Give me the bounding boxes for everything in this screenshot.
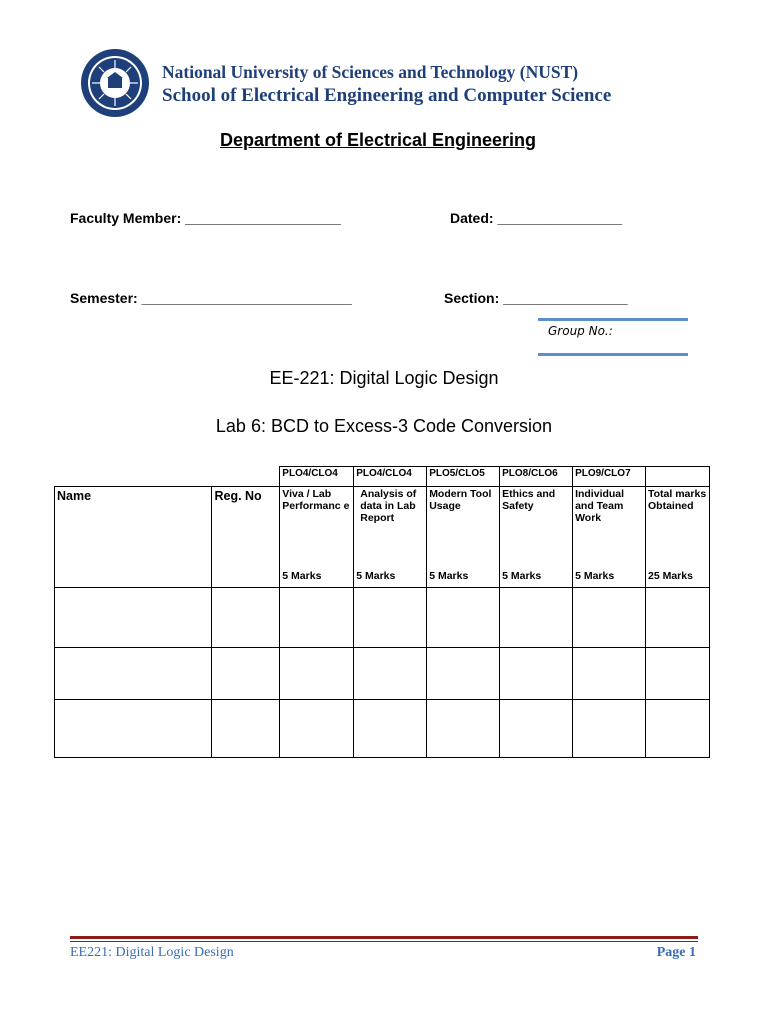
course-title: EE-221: Digital Logic Design — [269, 368, 499, 388]
plo-header-row — [55, 467, 710, 487]
student-row — [55, 588, 710, 648]
criteria-marks: 25 Marks — [648, 570, 693, 582]
criteria-header — [646, 487, 710, 588]
score-cell[interactable] — [280, 648, 354, 700]
criteria-header — [354, 487, 427, 588]
group-box-bottom-border — [538, 353, 688, 356]
score-cell[interactable] — [280, 588, 354, 648]
section-field[interactable]: Section: ________________ — [444, 290, 628, 306]
blank-cell — [212, 467, 280, 487]
department-title: Department of Electrical Engineering — [219, 130, 537, 150]
score-cell[interactable] — [280, 700, 354, 758]
score-cell[interactable] — [354, 648, 427, 700]
name-cell[interactable] — [55, 588, 212, 648]
faculty-member-field[interactable]: Faculty Member: ____________________ — [70, 210, 341, 226]
reg-no-cell[interactable] — [212, 700, 280, 758]
total-cell[interactable] — [646, 700, 710, 758]
criteria-label: Total marks Obtained — [648, 488, 707, 512]
footer-rule — [70, 936, 698, 939]
page-number: Page 1 — [656, 945, 696, 960]
plo-header: PLO8/CLO6 — [500, 467, 573, 487]
student-row — [55, 700, 710, 758]
criteria-header — [500, 487, 573, 588]
criteria-header — [427, 487, 500, 588]
grades-table — [54, 466, 710, 758]
reg-no-cell[interactable] — [212, 648, 280, 700]
score-cell[interactable] — [427, 588, 500, 648]
column-header-row — [55, 487, 710, 588]
criteria-label: Individual and Team Work — [575, 488, 625, 524]
name-header: Name — [55, 487, 212, 588]
score-cell[interactable] — [427, 648, 500, 700]
reg-no-header: Reg. No — [212, 487, 280, 588]
student-row — [55, 648, 710, 700]
plo-header: PLO4/CLO4 — [354, 467, 427, 487]
name-cell[interactable] — [55, 648, 212, 700]
score-cell[interactable] — [500, 588, 573, 648]
blank-cell — [55, 467, 212, 487]
dated-field[interactable]: Dated: ________________ — [450, 210, 623, 226]
score-cell[interactable] — [573, 648, 646, 700]
criteria-marks: 5 Marks — [356, 570, 396, 582]
criteria-marks: 5 Marks — [575, 570, 615, 582]
footer-course: EE221: Digital Logic Design — [70, 945, 234, 960]
footer-rule-thin — [70, 941, 698, 942]
criteria-header — [573, 487, 646, 588]
score-cell[interactable] — [354, 700, 427, 758]
score-cell[interactable] — [500, 700, 573, 758]
plo-header: PLO9/CLO7 — [573, 467, 646, 487]
criteria-label: Modern Tool Usage — [429, 488, 492, 512]
semester-field[interactable]: Semester: ___________________________ — [70, 290, 352, 306]
nust-seal-icon — [80, 48, 150, 118]
plo-header: PLO4/CLO4 — [280, 467, 354, 487]
criteria-label: Ethics and Safety — [502, 488, 556, 512]
score-cell[interactable] — [500, 648, 573, 700]
score-cell[interactable] — [573, 700, 646, 758]
score-cell[interactable] — [573, 588, 646, 648]
school-name: School of Electrical Engineering and Computer Science — [162, 85, 612, 106]
name-cell[interactable] — [55, 700, 212, 758]
criteria-marks: 5 Marks — [429, 570, 469, 582]
reg-no-cell[interactable] — [212, 588, 280, 648]
criteria-header — [280, 487, 354, 588]
criteria-marks: 5 Marks — [502, 570, 542, 582]
total-cell[interactable] — [646, 648, 710, 700]
criteria-label: Analysis of data in Lab Report — [360, 488, 417, 524]
group-number-field[interactable]: Group No.: — [548, 324, 613, 338]
criteria-marks: 5 Marks — [282, 570, 322, 582]
criteria-label: Viva / Lab Performanc e — [282, 488, 350, 512]
group-box-top-border — [538, 318, 688, 321]
institution-name: National University of Sciences and Technology (NUST) — [162, 62, 579, 82]
score-cell[interactable] — [354, 588, 427, 648]
score-cell[interactable] — [427, 700, 500, 758]
total-cell[interactable] — [646, 588, 710, 648]
lab-title: Lab 6: BCD to Excess-3 Code Conversion — [215, 416, 553, 436]
plo-header: PLO5/CLO5 — [427, 467, 500, 487]
plo-header — [646, 467, 710, 487]
